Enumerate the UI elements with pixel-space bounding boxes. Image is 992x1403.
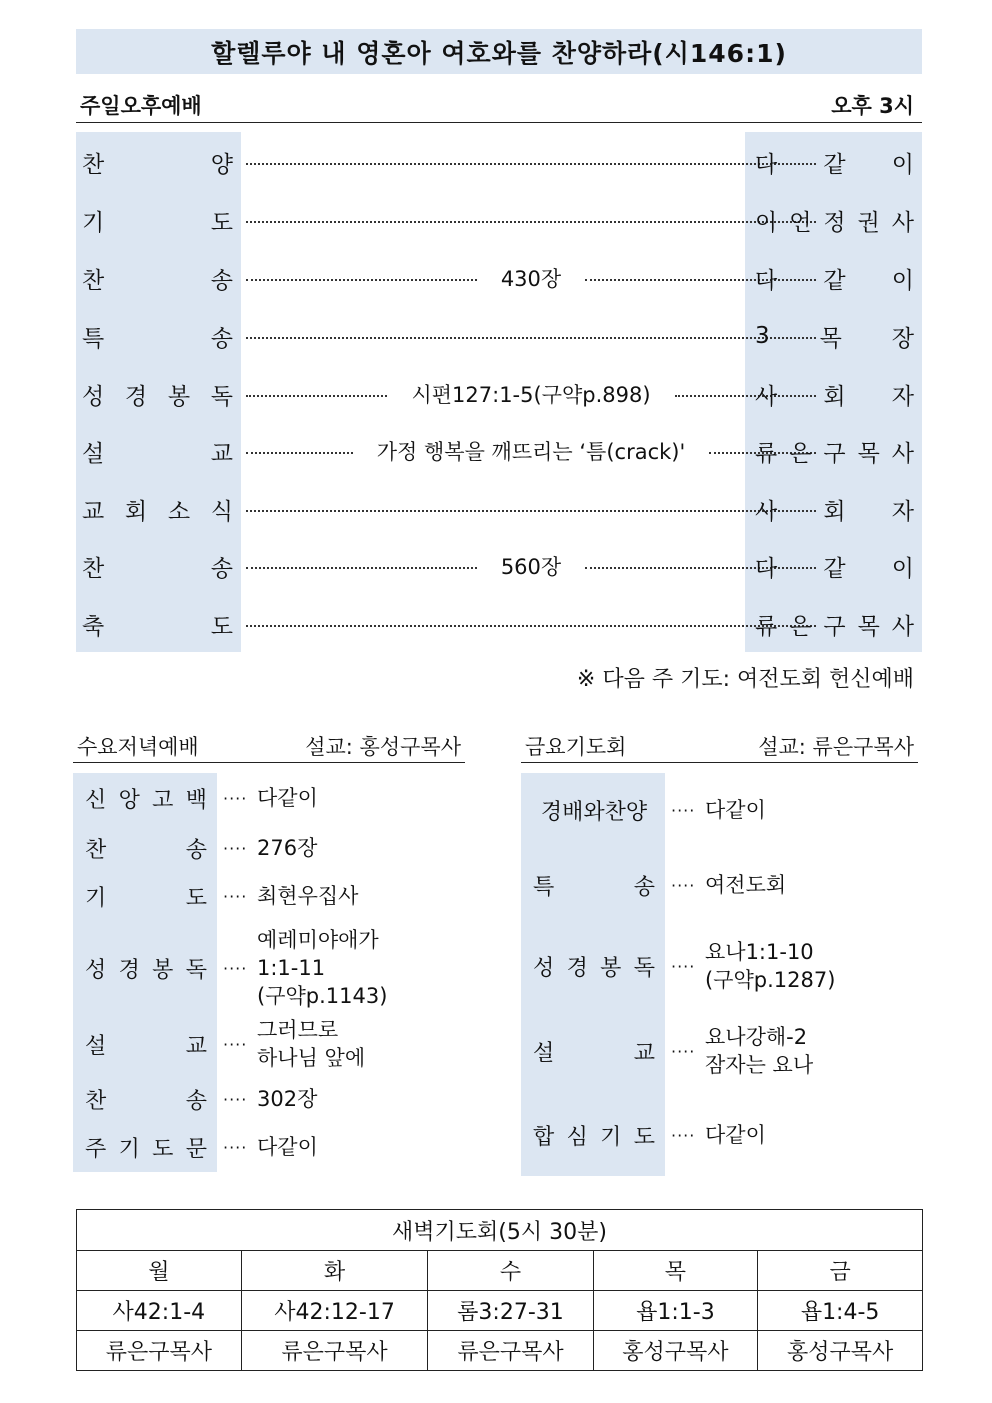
order-label <box>76 136 241 188</box>
order-value-line: 276장 <box>257 836 318 860</box>
order-label <box>76 194 241 246</box>
order-leader-char: 사 <box>755 498 778 525</box>
order-label <box>73 881 217 912</box>
dot-leader: ···· <box>223 788 248 808</box>
dot-leader <box>246 279 477 281</box>
order-label <box>76 540 241 592</box>
order-label-char: 기 <box>118 1136 140 1162</box>
order-label <box>521 1120 665 1151</box>
order-row <box>76 194 922 246</box>
order-label-char: 회 <box>124 498 148 525</box>
dot-leader: ···· <box>671 1125 696 1145</box>
order-label-char: 독 <box>185 957 207 983</box>
order-row <box>521 865 786 905</box>
order-label-char: 성 <box>533 955 555 981</box>
order-row <box>73 828 317 868</box>
order-value-line: 예레미야애가 <box>257 928 379 952</box>
order-label <box>76 483 241 535</box>
order-detail <box>246 310 816 362</box>
order-value-line: 최현우집사 <box>257 884 359 908</box>
wednesday-preacher: 설교: 홍성구목사 <box>305 735 461 759</box>
order-leader <box>745 310 922 362</box>
order-row <box>73 1018 366 1070</box>
order-label-char: 성 <box>82 383 105 410</box>
order-label-char: 교 <box>82 498 105 525</box>
order-leader <box>745 483 922 535</box>
order-label <box>73 1132 217 1163</box>
order-label-char: 경 <box>118 957 140 983</box>
order-label-char: 앙 <box>118 787 140 813</box>
order-value-line: 요나1:1-10 <box>705 940 814 964</box>
order-leader-char: 다 <box>755 267 778 294</box>
dawn-passage: 사42:1-4 <box>77 1291 242 1331</box>
order-leader-char: 사 <box>755 383 778 410</box>
order-label-char: 주 <box>85 1136 107 1162</box>
order-leader-char: 자 <box>891 383 914 410</box>
order-value <box>257 834 317 862</box>
dawn-preacher: 홍성구목사 <box>758 1331 923 1371</box>
order-label-char: 기 <box>85 885 107 911</box>
dot-leader: ···· <box>223 886 248 906</box>
order-leader-char: 목 <box>819 325 842 352</box>
dot-leader <box>246 221 816 223</box>
order-label-char: 특 <box>533 874 555 900</box>
order-leader-char: 같 <box>823 267 846 294</box>
order-label <box>76 310 241 362</box>
order-row <box>521 790 766 830</box>
order-label-char: 찬 <box>82 267 105 294</box>
friday-preacher: 설교: 류은구목사 <box>758 735 914 759</box>
order-leader-char: 자 <box>891 498 914 525</box>
order-leader-char: 은 <box>789 440 812 467</box>
order-label-char: 설 <box>533 1040 555 1066</box>
order-leader-char: 이 <box>891 555 914 582</box>
order-label-char: 교 <box>185 1033 207 1059</box>
order-label-char: 봉 <box>152 957 174 983</box>
sunday-title: 주일오후예배 <box>80 94 202 118</box>
order-detail <box>246 425 816 477</box>
order-value <box>257 1016 365 1072</box>
order-leader-char: 회 <box>823 498 846 525</box>
order-label <box>521 795 665 826</box>
order-label-char: 설 <box>82 440 105 467</box>
order-leader <box>745 194 922 246</box>
order-label-char: 송 <box>210 267 233 294</box>
dot-leader: ···· <box>671 1041 696 1061</box>
order-label-char: 설 <box>85 1033 107 1059</box>
dot-leader <box>246 510 816 512</box>
order-label <box>76 252 241 304</box>
order-detail <box>246 194 816 246</box>
order-label-char: 교 <box>633 1040 655 1066</box>
order-label-char: 독 <box>633 955 655 981</box>
order-label-char: 교 <box>210 440 233 467</box>
order-label <box>76 425 241 477</box>
order-leader-char: 사 <box>891 613 914 640</box>
wednesday-header <box>73 730 465 763</box>
order-leader <box>745 136 922 188</box>
order-leader-char: 정 <box>823 209 846 236</box>
order-value-line: 302장 <box>257 1087 318 1111</box>
order-leader-char: 류 <box>755 440 778 467</box>
order-label <box>73 833 217 864</box>
order-label <box>73 953 217 984</box>
order-label-char: 양 <box>210 151 233 178</box>
dawn-preacher: 류은구목사 <box>77 1331 242 1371</box>
order-label-char: 심 <box>566 1124 588 1150</box>
order-label-char: 송 <box>210 555 233 582</box>
order-text: 560장 <box>500 555 562 579</box>
order-row <box>76 540 922 592</box>
dot-leader: ···· <box>671 800 696 820</box>
order-leader-char: 이 <box>891 151 914 178</box>
dawn-preacher: 홍성구목사 <box>593 1331 758 1371</box>
order-value-line: 1:1-11 <box>257 956 326 980</box>
order-value <box>257 1133 318 1161</box>
order-value <box>705 796 766 824</box>
order-label-char: 백 <box>185 787 207 813</box>
dawn-prayer-table <box>76 1209 923 1371</box>
order-detail <box>246 483 816 535</box>
order-row <box>76 252 922 304</box>
dot-leader: ···· <box>671 956 696 976</box>
order-row <box>73 1079 317 1119</box>
order-row <box>73 778 318 818</box>
order-value-line: 다같이 <box>705 798 766 822</box>
dot-leader <box>246 625 816 627</box>
order-value <box>705 871 786 899</box>
order-label <box>73 1084 217 1115</box>
order-row <box>76 368 922 420</box>
order-row <box>73 876 358 916</box>
order-leader-char: 사 <box>891 209 914 236</box>
order-label-char: 도 <box>633 1124 655 1150</box>
order-row <box>521 1115 766 1155</box>
order-label <box>73 1029 217 1060</box>
order-leader-char: 3 <box>755 323 770 349</box>
order-leader-char: 다 <box>755 555 778 582</box>
order-leader <box>745 368 922 420</box>
order-label-char: 송 <box>185 837 207 863</box>
order-label <box>521 870 665 901</box>
dot-leader: ···· <box>223 1089 248 1109</box>
dawn-day: 금 <box>758 1251 923 1291</box>
order-value <box>705 938 835 994</box>
order-detail <box>246 252 816 304</box>
order-leader <box>745 540 922 592</box>
order-leader-char: 권 <box>857 209 880 236</box>
order-row <box>76 425 922 477</box>
dot-leader: ···· <box>671 875 696 895</box>
order-label-char: 특 <box>82 325 105 352</box>
order-label-char: 기 <box>600 1124 622 1150</box>
order-label-char: 도 <box>152 1136 174 1162</box>
order-value <box>705 1121 766 1149</box>
order-value <box>257 926 387 1010</box>
order-label-char: 신 <box>85 787 107 813</box>
order-value-line: (구약p.1143) <box>257 984 388 1008</box>
order-label <box>76 368 241 420</box>
order-detail <box>246 368 816 420</box>
order-label <box>76 598 241 650</box>
dawn-passage: 욥1:1-3 <box>593 1291 758 1331</box>
sunday-time: 오후 3시 <box>831 94 914 118</box>
order-leader-char: 구 <box>823 613 846 640</box>
order-leader-char: 구 <box>823 440 846 467</box>
sunday-header <box>76 88 922 123</box>
order-value-line: (구약p.1287) <box>705 968 836 992</box>
dot-leader: ···· <box>223 1137 248 1157</box>
dawn-day: 월 <box>77 1251 242 1291</box>
order-value-line: 그러므로 <box>257 1018 339 1042</box>
order-label-char: 찬 <box>85 837 107 863</box>
page-banner: 할렐루야 내 영혼아 여호와를 찬양하라(시146:1) <box>76 29 922 74</box>
order-text: 시편127:1-5(구약p.898) <box>411 383 651 407</box>
order-label-char: 축 <box>82 613 105 640</box>
dot-leader <box>246 567 477 569</box>
order-row <box>76 598 922 650</box>
order-label-char: 고 <box>152 787 174 813</box>
order-label-char: 식 <box>210 498 233 525</box>
order-label-char: 기 <box>82 209 105 236</box>
order-leader-char: 은 <box>789 613 812 640</box>
next-week-note: ※ 다음 주 기도: 여전도회 헌신예배 <box>576 667 914 692</box>
order-value <box>257 1085 317 1113</box>
order-label-char: 성 <box>85 957 107 983</box>
order-label-char: 도 <box>210 209 233 236</box>
order-label-char: 경 <box>566 955 588 981</box>
order-value-line: 다같이 <box>705 1123 766 1147</box>
order-leader-char: 다 <box>755 151 778 178</box>
order-leader-char: 언 <box>789 209 812 236</box>
dawn-passage: 롬3:27-31 <box>428 1291 593 1331</box>
dawn-days-row <box>77 1251 923 1291</box>
order-label-char: 송 <box>185 1088 207 1114</box>
order-row <box>73 1127 318 1167</box>
order-leader <box>745 252 922 304</box>
order-text: 가정 행복을 깨뜨리는 ‘틈(crack)' <box>376 440 686 464</box>
order-label-char: 도 <box>185 885 207 911</box>
order-leader-char: 목 <box>857 613 880 640</box>
order-detail <box>246 598 816 650</box>
order-row <box>76 310 922 362</box>
order-leader-char: 같 <box>823 555 846 582</box>
order-value-line: 다같이 <box>257 786 318 810</box>
order-label-char: 경 <box>124 383 148 410</box>
order-label <box>521 951 665 982</box>
order-label-char: 소 <box>167 498 191 525</box>
order-row <box>521 1025 814 1077</box>
dot-leader <box>246 337 816 339</box>
order-detail <box>246 136 816 188</box>
order-label-char: 봉 <box>600 955 622 981</box>
order-text: 430장 <box>500 267 562 291</box>
order-value-line: 잠자는 요나 <box>705 1053 814 1077</box>
order-leader-char: 이 <box>891 267 914 294</box>
order-label-char: 송 <box>633 874 655 900</box>
dawn-preacher: 류은구목사 <box>241 1331 428 1371</box>
order-value-line: 하나님 앞에 <box>257 1046 366 1070</box>
order-leader <box>745 425 922 477</box>
order-value <box>257 784 318 812</box>
order-label <box>521 1036 665 1067</box>
dot-leader: ···· <box>223 1034 248 1054</box>
order-label-char: 경배와찬양 <box>540 799 648 825</box>
dot-leader <box>246 163 816 165</box>
order-label-char: 문 <box>185 1136 207 1162</box>
order-value-line: 다같이 <box>257 1135 318 1159</box>
order-row <box>76 136 922 188</box>
dawn-preacher: 류은구목사 <box>428 1331 593 1371</box>
dot-leader: ···· <box>223 958 248 978</box>
dot-leader <box>246 452 353 454</box>
order-leader-char: 목 <box>857 440 880 467</box>
order-leader-char: 같 <box>823 151 846 178</box>
dot-leader <box>246 395 387 397</box>
dawn-title: 새벽기도회(5시 30분) <box>77 1210 923 1251</box>
order-detail <box>246 540 816 592</box>
order-label <box>73 783 217 814</box>
order-leader <box>745 598 922 650</box>
order-leader-char: 회 <box>823 383 846 410</box>
dawn-day: 화 <box>241 1251 428 1291</box>
order-value-line: 요나강해-2 <box>705 1025 808 1049</box>
dawn-day: 목 <box>593 1251 758 1291</box>
dawn-passage: 욥1:4-5 <box>758 1291 923 1331</box>
order-label-char: 찬 <box>82 151 105 178</box>
order-row <box>521 940 836 992</box>
order-leader-char: 사 <box>891 440 914 467</box>
order-label-char: 합 <box>533 1124 555 1150</box>
order-label-char: 찬 <box>85 1088 107 1114</box>
friday-title: 금요기도회 <box>525 735 627 759</box>
order-row <box>76 483 922 535</box>
order-row <box>73 928 388 1008</box>
order-leader-char: 류 <box>755 613 778 640</box>
dawn-passage: 사42:12-17 <box>241 1291 428 1331</box>
order-leader-char: 장 <box>891 325 914 352</box>
order-label-char: 봉 <box>167 383 191 410</box>
order-label-char: 도 <box>210 613 233 640</box>
friday-header <box>521 730 918 763</box>
dawn-day: 수 <box>428 1251 593 1291</box>
order-value <box>257 882 358 910</box>
wednesday-title: 수요저녁예배 <box>77 735 199 759</box>
dot-leader: ···· <box>223 838 248 858</box>
order-value <box>705 1023 813 1079</box>
dawn-passages-row <box>77 1291 923 1331</box>
order-label-char: 독 <box>210 383 233 410</box>
order-leader-char: 이 <box>755 209 778 236</box>
order-label-char: 송 <box>210 325 233 352</box>
order-label-char: 찬 <box>82 555 105 582</box>
order-value-line: 여전도회 <box>705 873 787 897</box>
dawn-preachers-row <box>77 1331 923 1371</box>
